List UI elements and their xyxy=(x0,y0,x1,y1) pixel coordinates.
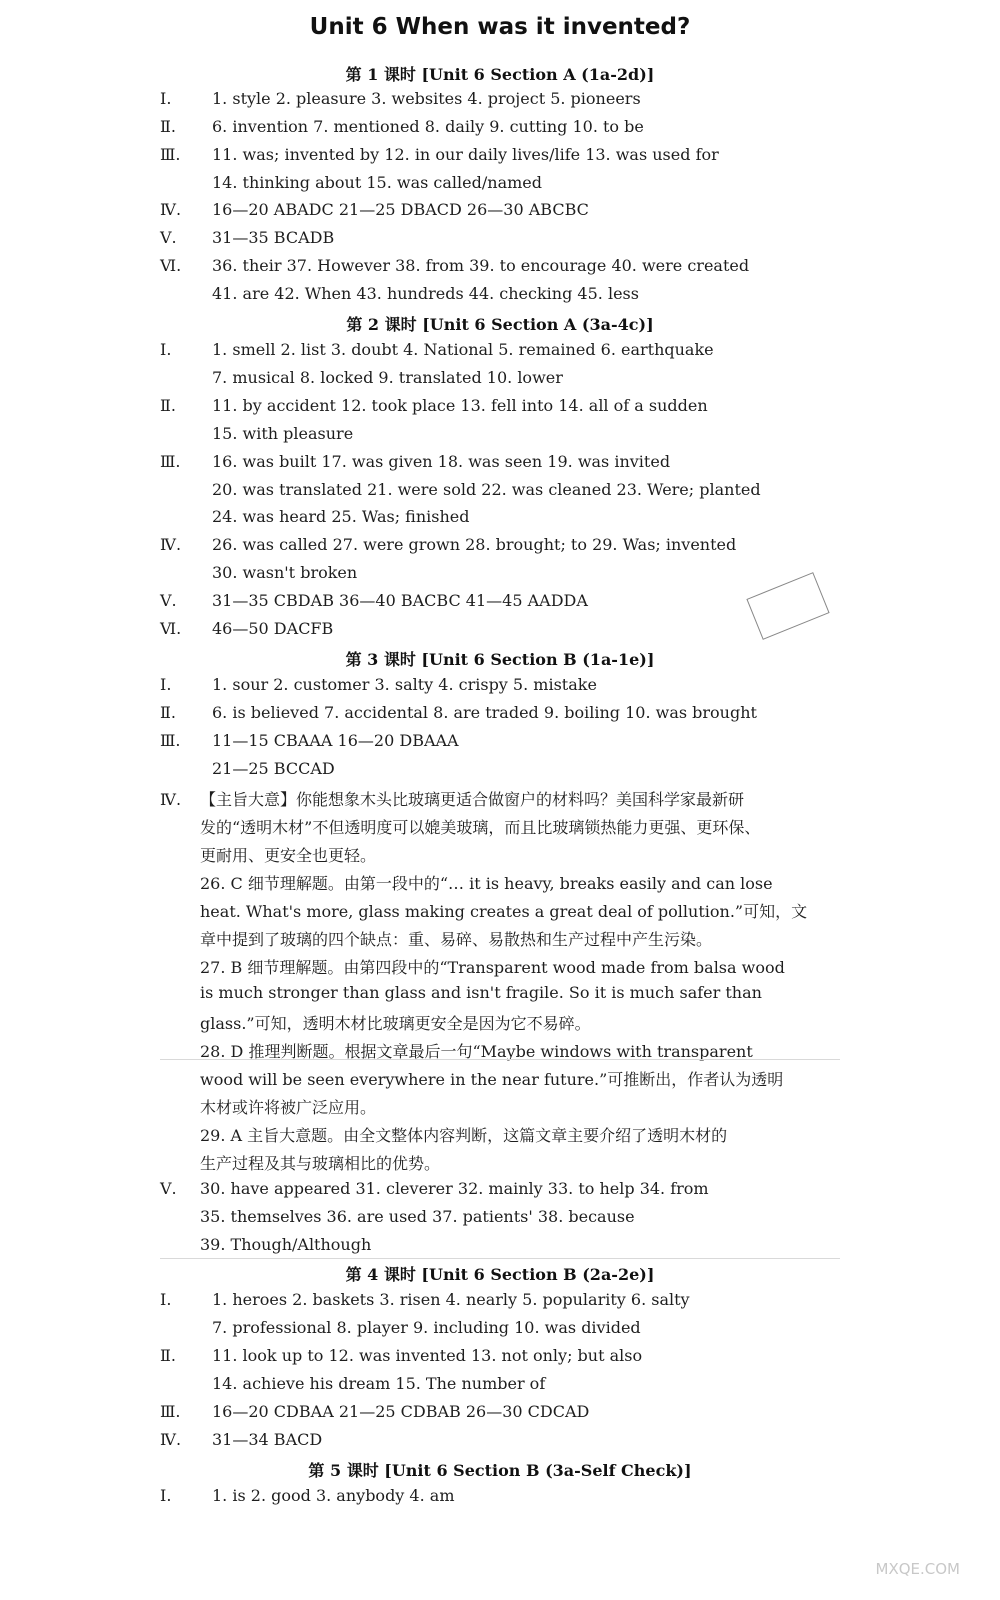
answer-line: 28. D 推理判断题。根据文章最后一句“Maybe windows with transparent xyxy=(200,1042,753,1061)
answer-line: is much stronger than glass and isn't fragile. So it is much safer than xyxy=(200,983,762,1002)
answer-line: 更耐用、更安全也更轻。 xyxy=(200,846,377,865)
answer-line: 发的“透明木材”不但透明度可以媲美玻璃，而且比玻璃锁热能力更强、更环保、 xyxy=(200,818,761,837)
lesson-heading-3: 第 3 课时 [Unit 6 Section B (1a-1e)] xyxy=(345,650,655,669)
answer-line: Ⅵ. 36. their 37. However 38. from 39. to encourage 40. were created xyxy=(160,256,750,275)
answer-line: Ⅲ. 16—20 CDBAA 21—25 CDBAB 26—30 CDCAD xyxy=(160,1402,590,1421)
answer-line: 24. was heard 25. Was; finished xyxy=(212,507,470,526)
answer-line: 木材或许将被广泛应用。 xyxy=(200,1098,377,1117)
answer-line: Ⅱ. 11. look up to 12. was invented 13. not only; but also xyxy=(160,1346,643,1365)
answer-line: Ⅳ. 31—34 BACD xyxy=(160,1430,323,1449)
answer-line: wood will be seen everywhere in the near future.”可推断出，作者认为透明 xyxy=(200,1070,784,1089)
answer-line: 7. musical 8. locked 9. translated 10. lower xyxy=(212,368,563,387)
answer-line: Ⅳ. 16—20 ABADC 21—25 DBACD 26—30 ABCBC xyxy=(160,200,589,219)
divider xyxy=(160,1258,840,1259)
answer-line: 14. achieve his dream 15. The number of xyxy=(212,1374,546,1393)
answer-line: heat. What's more, glass making creates a great deal of pollution.”可知，文 xyxy=(200,902,808,921)
answer-line: Ⅲ. 11—15 CBAAA 16—20 DBAAA xyxy=(160,731,459,750)
answer-line: Ⅱ. 11. by accident 12. took place 13. fell into 14. all of a sudden xyxy=(160,396,708,415)
answer-line: 14. thinking about 15. was called/named xyxy=(212,173,542,192)
answer-line: Ⅰ. 1. smell 2. list 3. doubt 4. National 5. remained 6. earthquake xyxy=(160,340,714,359)
answer-line: Ⅰ. 1. is 2. good 3. anybody 4. am xyxy=(160,1486,455,1505)
answer-line: Ⅰ. 1. heroes 2. baskets 3. risen 4. nearly 5. popularity 6. salty xyxy=(160,1290,690,1309)
answer-line: 26. C 细节理解题。由第一段中的“… it is heavy, breaks easily and can lose xyxy=(200,874,773,893)
answer-line: 41. are 42. When 43. hundreds 44. checking 45. less xyxy=(212,284,639,303)
answer-line: Ⅳ. 【主旨大意】你能想象木头比玻璃更适合做窗户的材料吗？美国科学家最新研 xyxy=(160,790,745,809)
answer-line: 生产过程及其与玻璃相比的优势。 xyxy=(200,1154,441,1173)
page-title: Unit 6 When was it invented? xyxy=(309,14,691,40)
site-watermark: MXQE.COM xyxy=(875,1560,960,1578)
answer-line: 21—25 BCCAD xyxy=(212,759,335,778)
answer-line: 7. professional 8. player 9. including 10. was divided xyxy=(212,1318,641,1337)
answer-line: 27. B 细节理解题。由第四段中的“Transparent wood made from balsa wood xyxy=(200,958,785,977)
answer-line: Ⅳ. 26. was called 27. were grown 28. brought; to 29. Was; invented xyxy=(160,535,737,554)
answer-line: Ⅵ. 46—50 DACFB xyxy=(160,619,334,638)
answer-line: Ⅰ. 1. sour 2. customer 3. salty 4. crispy 5. mistake xyxy=(160,675,597,694)
answer-line: Ⅴ. 31—35 BCADB xyxy=(160,228,335,247)
answer-line: 29. A 主旨大意题。由全文整体内容判断，这篇文章主要介绍了透明木材的 xyxy=(200,1126,728,1145)
lesson-heading-4: 第 4 课时 [Unit 6 Section B (2a-2e)] xyxy=(345,1265,655,1284)
lesson-heading-2: 第 2 课时 [Unit 6 Section A (3a-4c)] xyxy=(346,315,654,334)
answer-line: glass.”可知，透明木材比玻璃更安全是因为它不易碎。 xyxy=(200,1014,591,1033)
answer-line: Ⅱ. 6. invention 7. mentioned 8. daily 9. cutting 10. to be xyxy=(160,117,644,136)
answer-line: 15. with pleasure xyxy=(212,424,354,443)
answer-line: Ⅴ. 30. have appeared 31. cleverer 32. mainly 33. to help 34. from xyxy=(160,1179,709,1198)
answer-line: Ⅱ. 6. is believed 7. accidental 8. are traded 9. boiling 10. was brought xyxy=(160,703,757,722)
answer-line: Ⅲ. 16. was built 17. was given 18. was seen 19. was invited xyxy=(160,452,671,471)
lesson-heading-1: 第 1 课时 [Unit 6 Section A (1a-2d)] xyxy=(345,65,655,84)
lesson-heading-5: 第 5 课时 [Unit 6 Section B (3a-Self Check)] xyxy=(308,1461,692,1480)
answer-line: 35. themselves 36. are used 37. patients' 38. because xyxy=(200,1207,635,1226)
answer-line: 39. Though/Although xyxy=(200,1235,372,1254)
answer-line: Ⅴ. 31—35 CBDAB 36—40 BACBC 41—45 AADDA xyxy=(160,591,588,610)
answer-line: 30. wasn't broken xyxy=(212,563,358,582)
answer-line: 20. was translated 21. were sold 22. was cleaned 23. Were; planted xyxy=(212,480,761,499)
answer-line: Ⅲ. 11. was; invented by 12. in our daily lives/life 13. was used for xyxy=(160,145,719,164)
answer-line: Ⅰ. 1. style 2. pleasure 3. websites 4. project 5. pioneers xyxy=(160,89,641,108)
stamp-graphic xyxy=(746,572,829,640)
divider xyxy=(160,1059,840,1060)
answer-line: 章中提到了玻璃的四个缺点：重、易碎、易散热和生产过程中产生污染。 xyxy=(200,930,713,949)
